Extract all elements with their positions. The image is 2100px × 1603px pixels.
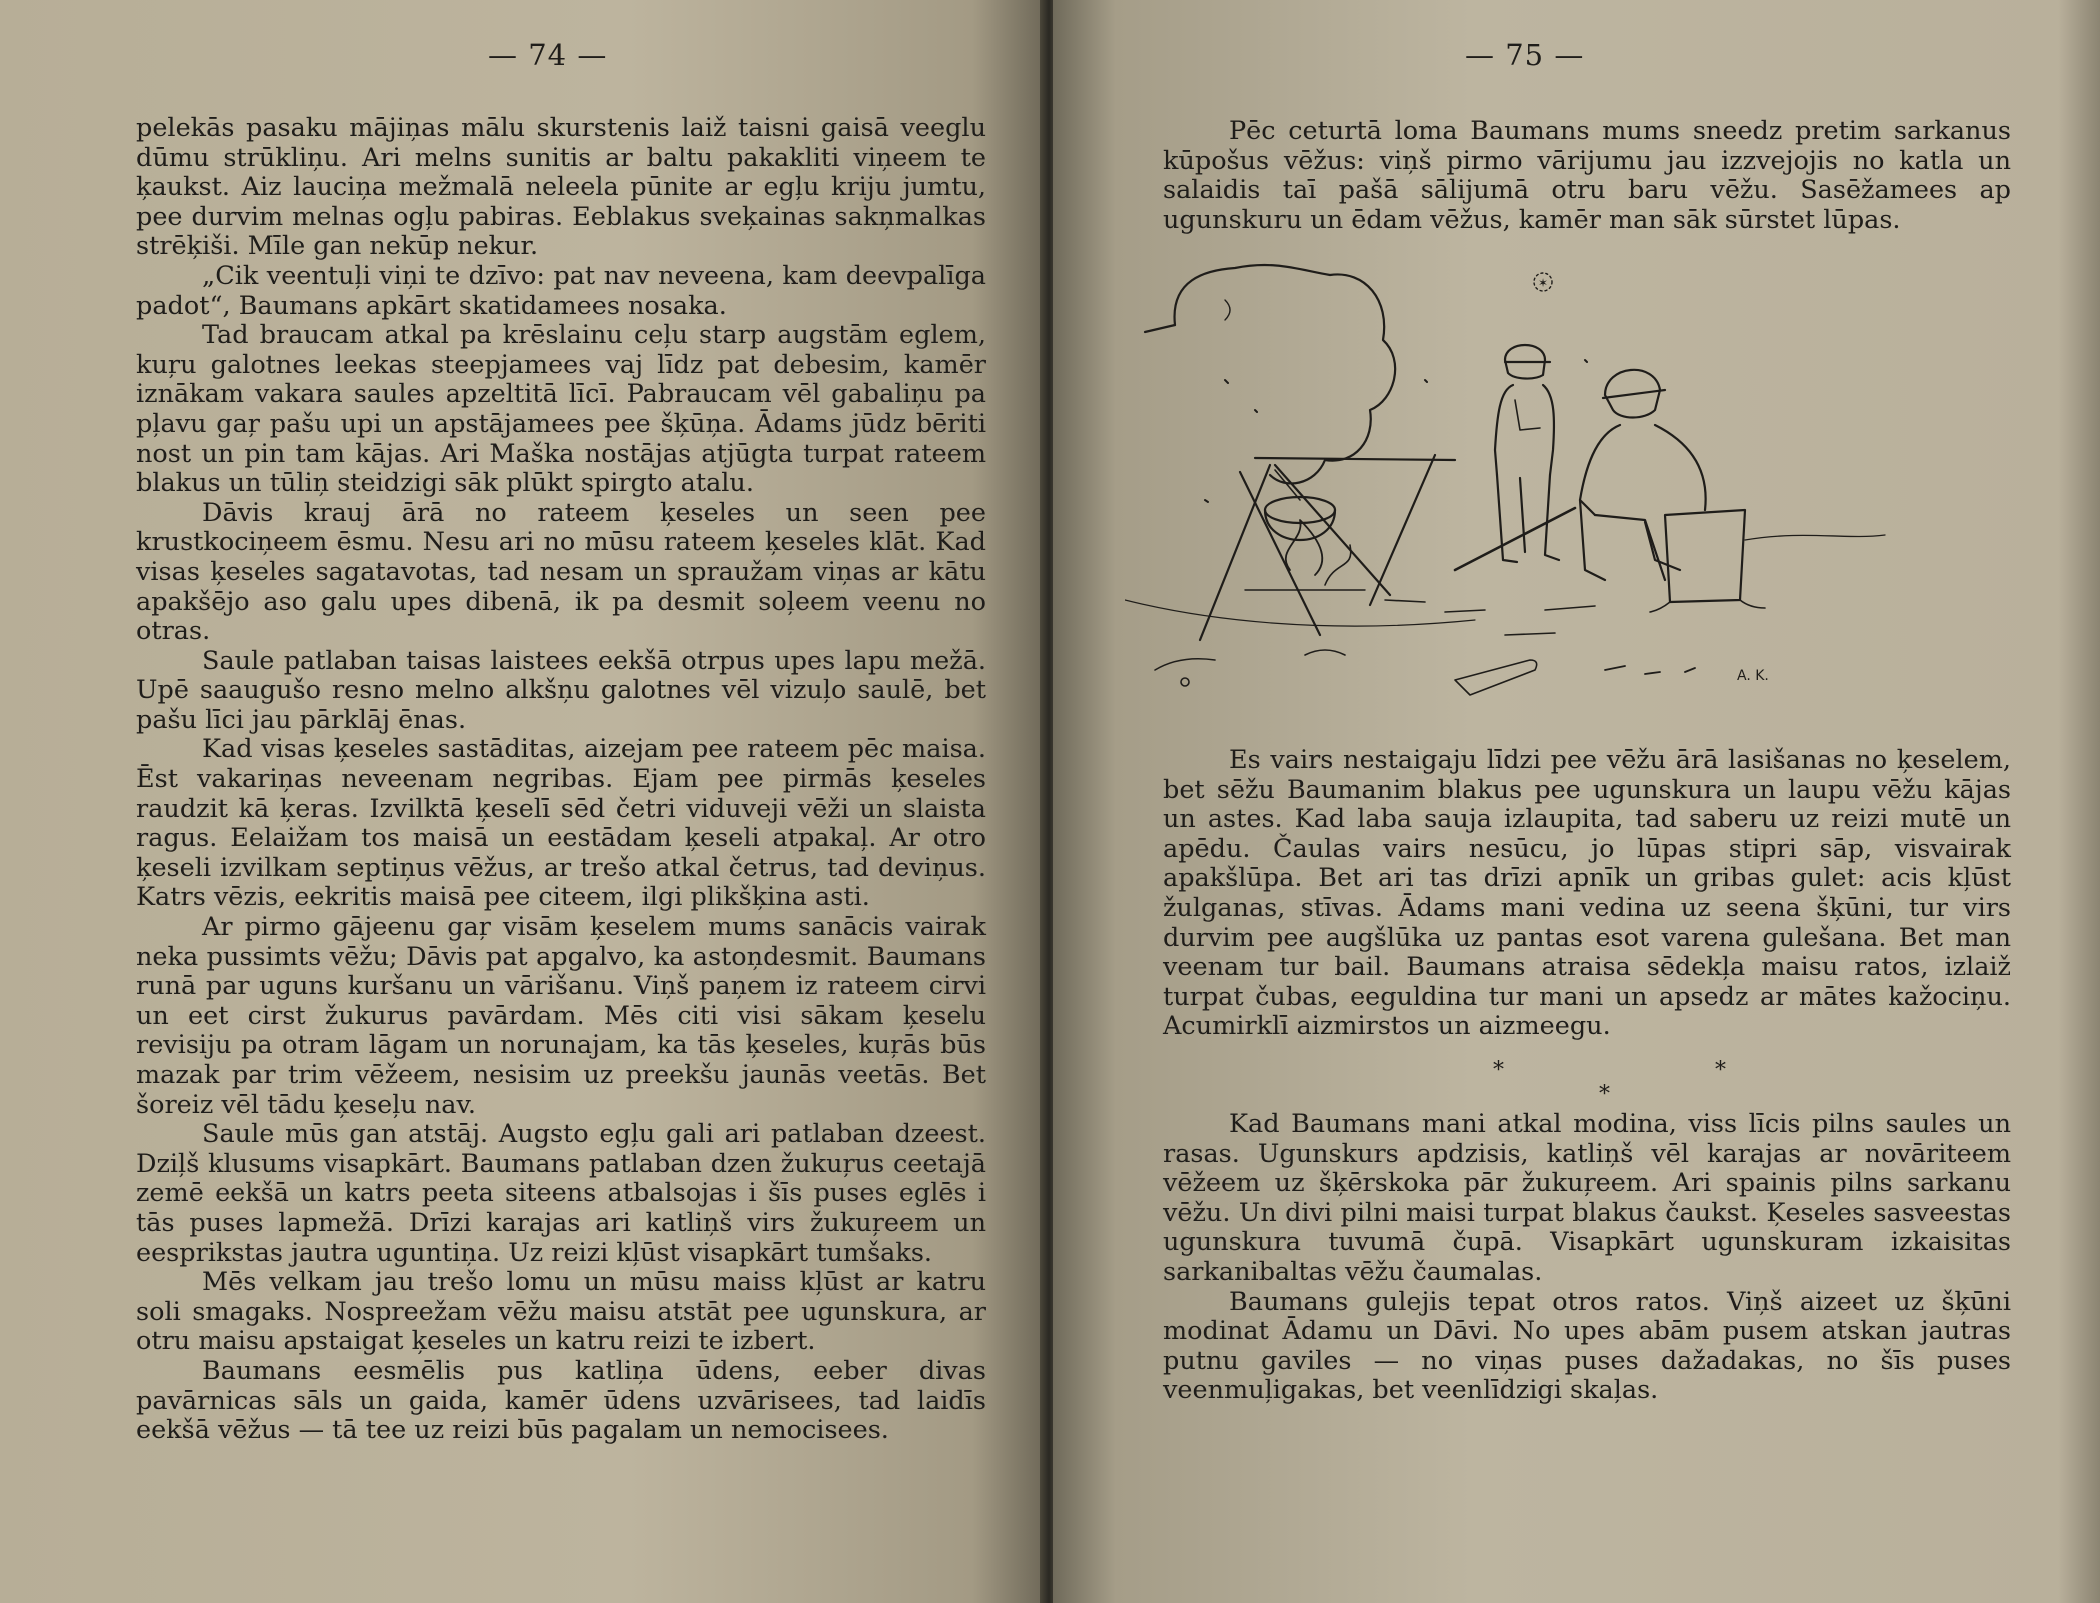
section-separator [1163, 1058, 2011, 1108]
page-number-right: — 75 — [1465, 38, 1585, 72]
paragraph: Baumans gulejis tepat otros ratos. Viņš aizeet uz šķūni modinat Ādamu un Dāvi. No upes abām pusem atskan jautras putnu gaviles — no viņas puses dažadakas, no šīs puses veenmuļigakas, bet veenlīdzigi skaļas. [1163, 1286, 2011, 1406]
paragraph: Es vairs nestaigaju līdzi pee vēžu ārā lasišanas no ķeselem, bet sēžu Baumanim blakus pee ugunskura un laupu vēžu kājas un astes. Kad laba sauja izlaupita, tad saberu uz reizi mutē un apēdu. Čaulas vairs nesūcu, jo lūpas stipri sāp, visvairak apakšlūpa. Bet ari tas drīzi apnīk un gribas gulet: acis kļūst žulganas, stīvas. Ādams mani vedina uz seena šķūni, tur virs durvim pee augšlūka uz pantas esot varena gulešana. Bet man veenam tur bail. Baumans atraisa sēdekļa maisu ratos, izlaiž turpat čubas, eeguldina tur mani un apsedz ar mātes kažociņu. Acumirklī aizmirstos un aizmeegu. [1163, 745, 2011, 1042]
paragraph: Saule mūs gan atstāj. Augsto egļu gali ari patlaban dzeest. Dziļš klusums visapkārt. Baumans patlaban dzen žukuŗus ceetajā zemē eekšā un katrs peeta siteens atbalsojas i šīs puses eglēs i tās puses lapmežā. Drīzi karajas ari katliņš virs žukuŗeem un eesprikstas jautra uguntiņa. Uz reizi kļūst visapkārt tumšaks. [136, 1119, 986, 1268]
separator-asterisk: * [1715, 1058, 1726, 1083]
right-page-top-text [1163, 117, 2011, 235]
left-page-text [136, 114, 986, 1446]
paragraph: pelekās pasaku mājiņas mālu skurstenis laiž taisni gaisā veeglu dūmu strūkliņu. Ari melns sunitis ar baltu pakakliti viņeem te ķaukst. Aiz lauciņa mežmalā neleela pūnite ar egļu kriju jumtu, pee durvim melnas ogļu pabiras. Eeblakus sveķainas sakņmalkas strēķiši. Mīle gan nekūp nekur. [136, 113, 986, 262]
right-page-bottom-text [1163, 1110, 2011, 1406]
paragraph: „Cik veentuļi viņi te dzīvo: pat nav neveena, kam deevpalīga padot“, Baumans apkārt skatidamees nosaka. [136, 260, 986, 321]
paragraph: Tad braucam atkal pa krēslainu ceļu starp augstām eglem, kuŗu galotnes leekas steepjamees vaj līdz pat debesim, kamēr iznākam vakara saules apzeltitā līcī. Pabraucam vēl gabaliņu pa pļavu gaŗ pašu upi un apstājamees pee šķūņa. Ādams jūdz bēriti nost un pin tam kājas. Ari Maška nostājas atjūgta turpat rateem blakus un tūliņ steidzigi sāk plūkt spirgto atalu. [136, 320, 986, 499]
separator-asterisk: * [1493, 1058, 1504, 1083]
right-page-middle-text [1163, 746, 2011, 1042]
separator-asterisk: * [1599, 1082, 1610, 1107]
paragraph: Dāvis krauj ārā no rateem ķeseles un seen pee krustkociņeem ēsmu. Nesu ari no mūsu rateem ķeseles klāt. Kad visas ķeseles sagatavotas, tad nesam un spraužam viņas ar kātu apakšējo aso galu upes dibenā, ik pa desmit soļeem veenu no otras. [136, 497, 986, 647]
paragraph: Pēc ceturtā loma Baumans mums sneedz pretim sarkanus kūpošus vēžus: viņš pirmo vārijumu jau izzvejojis no katla un salaidis taī pašā sālijumā otru baru vēžu. Sasēžamees ap ugunskuru un ēdam vēžus, kamēr man sāk sūrstet lūpas. [1163, 116, 2011, 235]
paragraph: Saule patlaban taisas laistees eekšā otrpus upes lapu mežā. Upē saaugušo resno melno alkšņu galotnes vēl vizuļo saulē, bet pašu līci jau pārklāj ēnas. [136, 645, 986, 735]
campfire-illustration [1125, 240, 1945, 700]
illustrator-signature: A. K. [1737, 668, 1769, 684]
svg-text:✶: ✶ [1538, 276, 1549, 290]
left-page [0, 0, 1045, 1603]
paragraph: Mēs velkam jau trešo lomu un mūsu maiss kļūst ar katru soli smagaks. Nospreežam vēžu maisu atstāt pee ugunskura, ar otru maisu apstaigat ķeseles un katru reizi te izbert. [136, 1267, 986, 1357]
paragraph: Baumans eesmēlis pus katliņa ūdens, eeber divas pavārnicas sāls un gaida, kamēr ūdens uzvārisees, tad laidīs eekšā vēžus — tā tee uz reizi būs pagalam un nemocisees. [136, 1355, 986, 1446]
paragraph: Kad Baumans mani atkal modina, viss līcis pilns saules un rasas. Ugunskurs apdzisis, katliņš vēl karajas ar novāriteem vēžeem uz šķērskoka pār žukuŗeem. Ari spainis pilns sarkanu vēžu. Un divi pilni maisi turpat blakus čaukst. Ķeseles sasveestas ugunskura tuvumā čupā. Visapkārt ugunskuram izkaisitas sarkanibaltas vēžu čaumalas. [1163, 1109, 2011, 1287]
paragraph: Kad visas ķeseles sastāditas, aizejam pee rateem pēc maisa. Ēst vakariņas neveenam negribas. Ejam pee pirmās ķeseles raudzit kā ķeras. Izvilktā ķeselī sēd četri viduveji vēži un slaista ragus. Eelaižam tos maisā un eestādam ķeseli atpakaļ. Ar otro ķeseli izvilkam septiņus vēžus, ar trešo atkal četrus, tad deviņus. Katrs vēzis, eekritis maisā pee citeem, ilgi plikšķina asti. [136, 734, 986, 913]
paragraph: Ar pirmo gājeenu gaŗ visām ķeselem mums sanācis vairak neka pussimts vēžu; Dāvis pat apgalvo, ka astoņdesmit. Baumans runā par uguns kuršanu un vārišanu. Viņš paņem iz rateem cirvi un eet cirst žukurus pavārdam. Mēs citi visi sākam ķeselu revisiju pa otram lāgam un norunajam, ka tās ķeseles, kuŗās būs mazak par trim vēžeem, nesisim uz preekšu jaunās veetās. Bet šoreiz vēl tādu ķeseļu nav. [136, 912, 986, 1120]
page-number-left: — 74 — [488, 38, 608, 72]
